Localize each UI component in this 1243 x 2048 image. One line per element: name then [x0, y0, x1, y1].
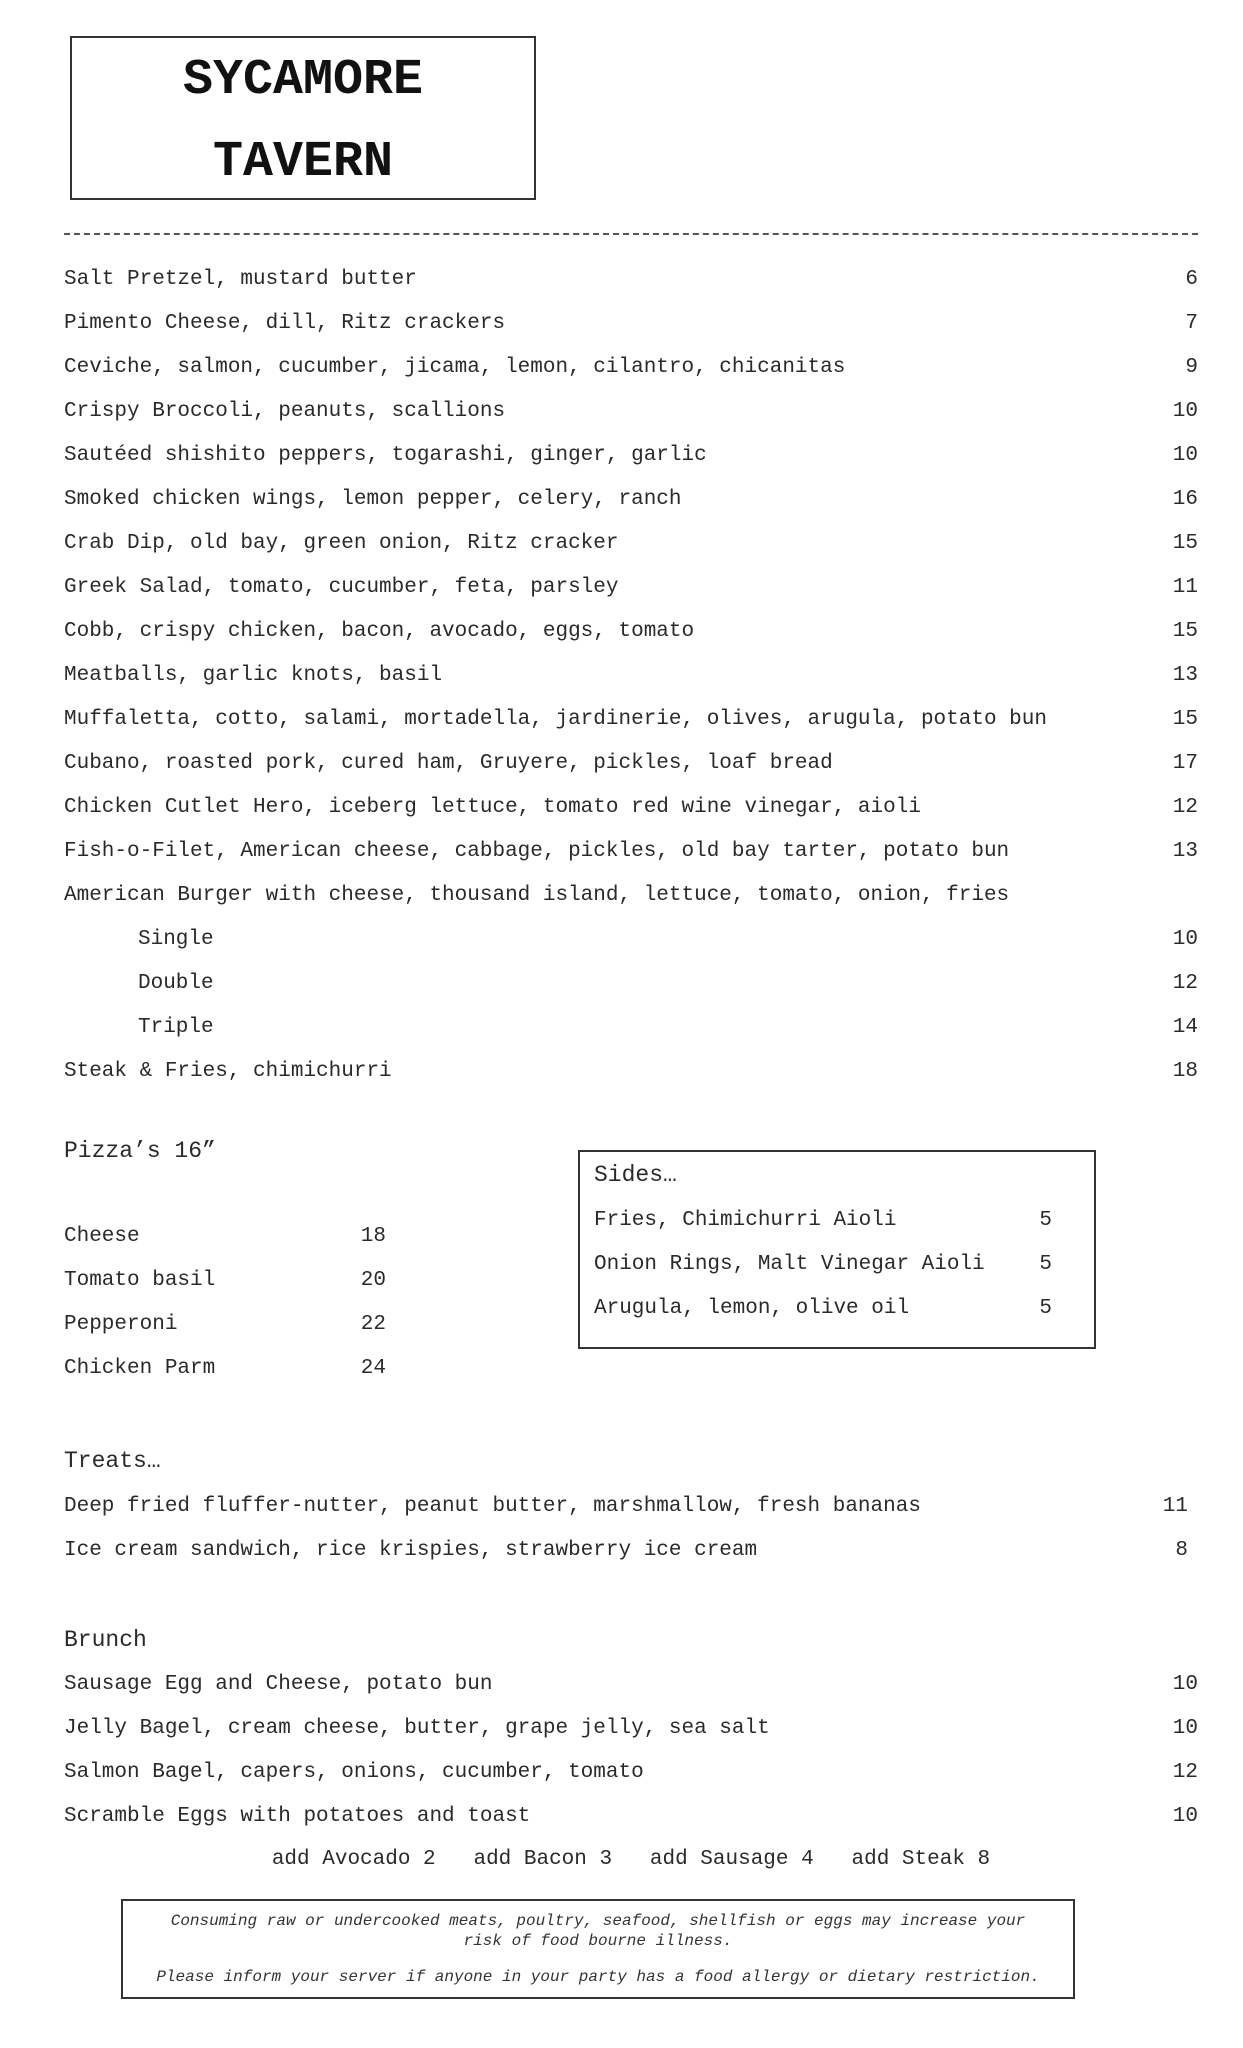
title-line-1: SYCAMORE [182, 52, 424, 109]
item-name: Salmon Bagel, capers, onions, cucumber, tomato [64, 1761, 644, 1784]
menu-item [0, 1059, 1243, 1085]
item-name: Chicken Parm [64, 1357, 216, 1380]
item-name: Triple [138, 1016, 214, 1039]
item-name: Smoked chicken wings, lemon pepper, celery, ranch [64, 488, 682, 511]
sides-box [578, 1150, 1096, 1349]
menu-item [0, 751, 1243, 777]
item-price: 12 [1172, 796, 1198, 819]
item-name: Salt Pretzel, mustard butter [64, 268, 417, 291]
menu-item [0, 839, 1243, 865]
item-price: 10 [1172, 400, 1198, 423]
item-name: Ceviche, salmon, cucumber, jicama, lemon, cilantro, chicanitas [64, 356, 846, 379]
item-price: 9 [1185, 356, 1198, 379]
item-name: Sausage Egg and Cheese, potato bun [64, 1673, 493, 1696]
brunch-section-title: Brunch [64, 1627, 147, 1653]
item-price: 14 [1172, 1016, 1198, 1039]
item-price: 20 [360, 1269, 386, 1292]
item-name: Crispy Broccoli, peanuts, scallions [64, 400, 506, 423]
menu-item [0, 531, 1243, 557]
item-price: 7 [1185, 312, 1198, 335]
item-price: 5 [1039, 1297, 1052, 1320]
item-name: Double [138, 972, 214, 995]
menu-item [0, 355, 1243, 381]
menu-item [0, 267, 1243, 293]
item-name: Sautéed shishito peppers, togarashi, ginger, garlic [64, 444, 707, 467]
menu-item [0, 619, 1243, 645]
item-name: Chicken Cutlet Hero, iceberg lettuce, tomato red wine vinegar, aioli [64, 796, 921, 819]
item-price: 18 [360, 1225, 386, 1248]
brunch-addons: add Avocado 2 add Bacon 3 add Sausage 4 add Steak 8 [271, 1848, 991, 1871]
item-price: 10 [1172, 1717, 1198, 1740]
menu-item [0, 795, 1243, 821]
item-name: Greek Salad, tomato, cucumber, feta, parsley [64, 576, 619, 599]
restaurant-title-box [70, 36, 536, 200]
item-price: 11 [1162, 1495, 1188, 1518]
brunch-item [0, 1760, 1243, 1786]
allergy-notice-box [121, 1899, 1075, 1999]
item-price: 10 [1172, 1805, 1198, 1828]
item-name: Cobb, crispy chicken, bacon, avocado, eggs, tomato [64, 620, 695, 643]
notice-line-2: risk of food bourne illness. [463, 1932, 733, 1950]
notice-line-3: Please inform your server if anyone in your party has a food allergy or dietary restriction. [156, 1968, 1040, 1986]
item-price: 10 [1172, 928, 1198, 951]
burger-size-option [0, 1015, 1243, 1041]
item-name: Jelly Bagel, cream cheese, butter, grape jelly, sea salt [64, 1717, 770, 1740]
item-name: Pepperoni [64, 1313, 178, 1336]
sides-section-title: Sides… [594, 1162, 677, 1188]
item-price: 10 [1172, 1673, 1198, 1696]
item-price: 17 [1172, 752, 1198, 775]
item-price: 16 [1172, 488, 1198, 511]
menu-item [0, 883, 1243, 909]
burger-size-option [0, 971, 1243, 997]
item-name: Fish-o-Filet, American cheese, cabbage, pickles, old bay tarter, potato bun [64, 840, 1010, 863]
item-name: American Burger with cheese, thousand island, lettuce, tomato, onion, fries [64, 884, 1010, 907]
burger-size-option [0, 927, 1243, 953]
item-name: Pimento Cheese, dill, Ritz crackers [64, 312, 506, 335]
item-price: 5 [1039, 1253, 1052, 1276]
item-name: Onion Rings, Malt Vinegar Aioli [594, 1253, 985, 1276]
title-line-2: TAVERN [212, 134, 394, 191]
menu-item [0, 399, 1243, 425]
item-name: Meatballs, garlic knots, basil [64, 664, 443, 687]
notice-line-1: Consuming raw or undercooked meats, poultry, seafood, shellfish or eggs may increase your [170, 1912, 1026, 1930]
menu-item [0, 575, 1243, 601]
item-name: Steak & Fries, chimichurri [64, 1060, 392, 1083]
brunch-item [0, 1804, 1243, 1830]
side-item [580, 1208, 1094, 1234]
brunch-item [0, 1672, 1243, 1698]
menu-item [0, 311, 1243, 337]
item-price: 24 [360, 1357, 386, 1380]
treats-section-title: Treats… [64, 1448, 161, 1474]
item-price: 18 [1172, 1060, 1198, 1083]
item-price: 10 [1172, 444, 1198, 467]
item-name: Deep fried fluffer-nutter, peanut butter, marshmallow, fresh bananas [64, 1495, 921, 1518]
item-price: 15 [1172, 620, 1198, 643]
pizza-section-title: Pizza’s 16” [64, 1138, 216, 1164]
menu-item [0, 663, 1243, 689]
item-price: 15 [1172, 708, 1198, 731]
item-price: 13 [1172, 664, 1198, 687]
item-name: Muffaletta, cotto, salami, mortadella, jardinerie, olives, arugula, potato bun [64, 708, 1047, 731]
item-name: Tomato basil [64, 1269, 216, 1292]
menu-item [0, 707, 1243, 733]
item-price: 12 [1172, 972, 1198, 995]
item-name: Scramble Eggs with potatoes and toast [64, 1805, 531, 1828]
item-price: 13 [1172, 840, 1198, 863]
side-item [580, 1296, 1094, 1322]
treat-item [0, 1494, 1243, 1520]
menu-item [0, 443, 1243, 469]
brunch-item [0, 1716, 1243, 1742]
treat-item [0, 1538, 1243, 1564]
item-name: Cubano, roasted pork, cured ham, Gruyere, pickles, loaf bread [64, 752, 833, 775]
dashed-divider [64, 233, 1198, 235]
item-name: Fries, Chimichurri Aioli [594, 1209, 897, 1232]
item-price: 8 [1175, 1539, 1188, 1562]
item-price: 22 [360, 1313, 386, 1336]
item-name: Single [138, 928, 214, 951]
item-price: 5 [1039, 1209, 1052, 1232]
item-price: 12 [1172, 1761, 1198, 1784]
item-name: Crab Dip, old bay, green onion, Ritz cracker [64, 532, 619, 555]
item-price: 11 [1172, 576, 1198, 599]
item-name: Cheese [64, 1225, 140, 1248]
pizza-item [0, 1356, 1243, 1382]
item-price: 6 [1185, 268, 1198, 291]
side-item [580, 1252, 1094, 1278]
item-name: Ice cream sandwich, rice krispies, strawberry ice cream [64, 1539, 758, 1562]
menu-item [0, 487, 1243, 513]
item-price: 15 [1172, 532, 1198, 555]
item-name: Arugula, lemon, olive oil [594, 1297, 910, 1320]
